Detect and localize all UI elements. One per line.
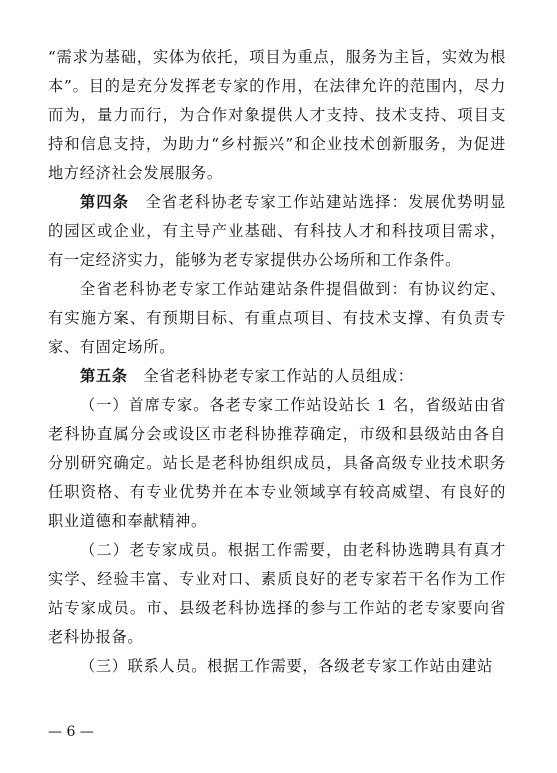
paragraph-4-text: 全省老科协老专家工作站的人员组成： [127,367,414,385]
paragraph-7 [48,652,506,681]
paragraph-3 [48,275,506,362]
paragraph-2-text: 全省老科协老专家工作站建站选择：发展优势明显的园区或企业，有主导产业基础、有科技人才和科技项目需求，有一定经济实力，能够为老专家提供办公场所和工作条件。 [48,193,506,269]
paragraph-3-text: 全省老科协老专家工作站建站条件提倡做到：有协议约定、有实施方案、有预期目标、有重点项目、有技术支撑、有负责专家、有固定场所。 [48,280,506,356]
paragraph-1-text: “需求为基础，实体为依托，项目为重点，服务为主旨，实效为根本”。目的是充分发挥老专家的作用，在法律允许的范围内，尽力而为，量力而行，为合作对象提供人才支持、技术支持、项目支持和信息支持，为助力“乡村振兴”和企业技术创新服务，为促进地方经济社会发展服务。 [48,48,506,182]
page-number: — 6 — [48,724,94,740]
paragraph-6-text: （二）老专家成员。根据工作需要，由老科协选聘具有真才实学、经验丰富、专业对口、素质良好的老专家若干名作为工作站专家成员。市、县级老科协选择的参与工作站的老专家要向省老科协报备。 [48,541,506,646]
paragraph-2-article-4 [48,188,506,275]
paragraph-7-text: （三）联系人员。根据工作需要，各级老专家工作站由建站 [80,657,494,675]
paragraph-6 [48,536,506,652]
paragraph-4-article-5 [48,362,506,391]
article-4-label: 第四条 [80,193,130,211]
paragraph-5-text: （一）首席专家。各老专家工作站设站长 1 名，省级站由省老科协直属分会或设区市老科协推荐确定，市级和县级站由各自分别研究确定。站长是老科协组织成员，具备高级专业技术职务任职资格、有专业优势并在本专业领域享有较高威望、有良好的职业道德和奉献精神。 [48,396,506,530]
paragraph-1 [48,43,506,188]
document-body [48,43,506,681]
article-5-label: 第五条 [80,367,128,385]
paragraph-5 [48,391,506,536]
